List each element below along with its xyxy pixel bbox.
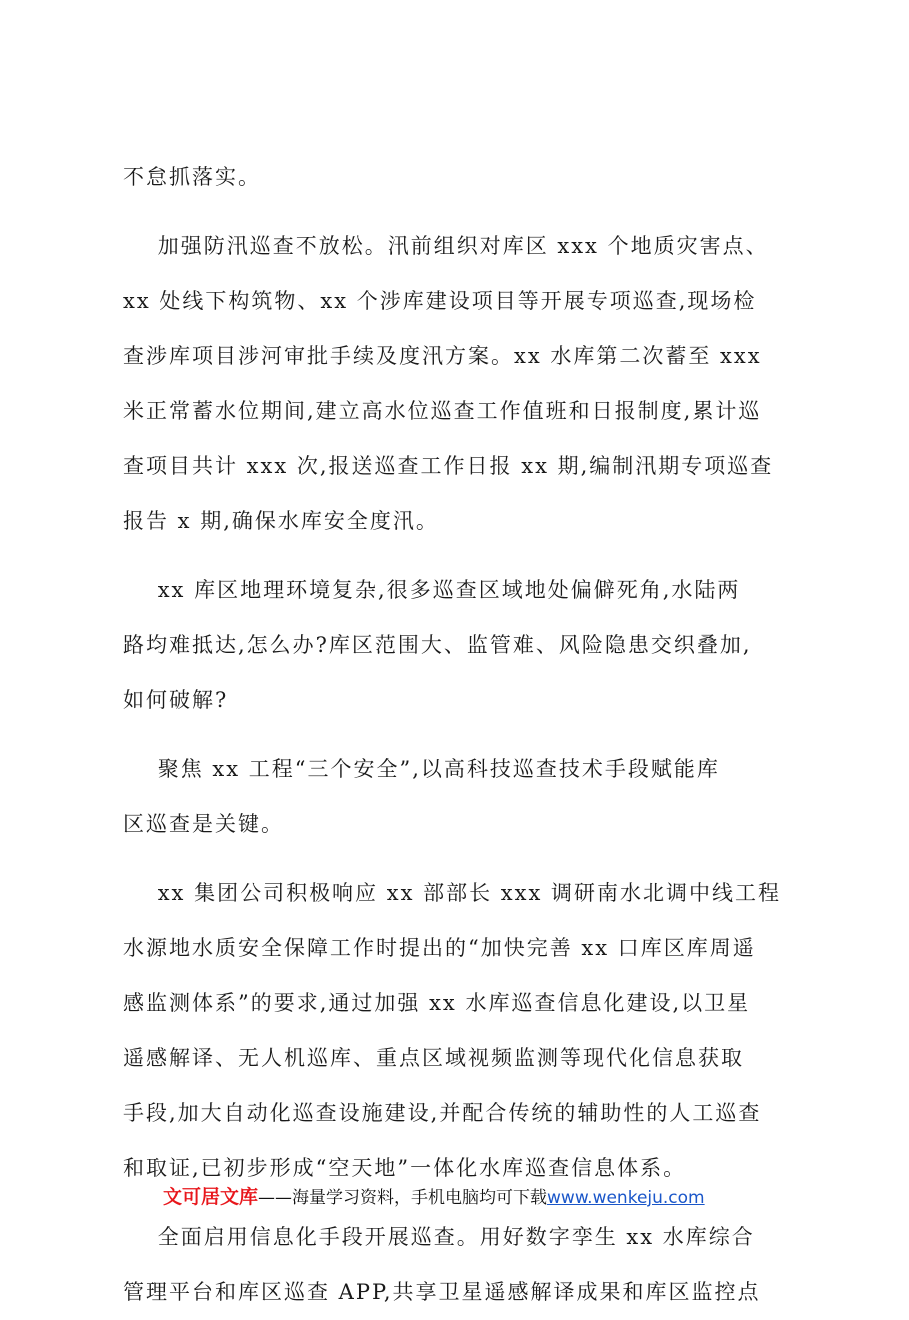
text-line: 不怠抓落实。 (123, 165, 261, 189)
text-line: xx 处线下构筑物、xx 个涉库建设项目等开展专项巡查,现场检 (123, 289, 757, 313)
footer-tagline: ——海量学习资料，手机电脑均可下载 (258, 1188, 548, 1208)
text-line: 和取证,已初步形成“空天地”一体化水库巡查信息体系。 (123, 1156, 687, 1180)
footer-banner (163, 1182, 705, 1209)
text-line: 路均难抵达,怎么办?库区范围大、监管难、风险隐患交织叠加, (123, 633, 752, 657)
text-line: 加强防汛巡查不放松。汛前组织对库区 xxx 个地质灾害点、 (123, 234, 769, 258)
text-line: 水源地水质安全保障工作时提出的“加快完善 xx 口库区库周遥 (123, 936, 756, 960)
text-line: 手段,加大自动化巡查设施建设,并配合传统的辅助性的人工巡查 (123, 1101, 762, 1125)
text-line: 查涉库项目涉河审批手续及度汛方案。xx 水库第二次蓄至 xxx (123, 344, 762, 368)
text-line: 全面启用信息化手段开展巡查。用好数字孪生 xx 水库综合 (123, 1225, 755, 1249)
text-line: 管理平台和库区巡查 APP,共享卫星遥感解译成果和库区监控点 (123, 1280, 761, 1304)
text-line: 聚焦 xx 工程“三个安全”,以高科技巡查技术手段赋能库 (123, 757, 720, 781)
text-line: 米正常蓄水位期间,建立高水位巡查工作值班和日报制度,累计巡 (123, 399, 762, 423)
text-line: 如何破解? (123, 688, 229, 712)
text-line: 区巡查是关键。 (123, 812, 284, 836)
document-body (123, 150, 803, 1320)
text-line: 报告 x 期,确保水库安全度汛。 (123, 509, 439, 533)
text-line: 查项目共计 xxx 次,报送巡查工作日报 xx 期,编制汛期专项巡查 (123, 454, 774, 478)
text-line: 遥感解译、无人机巡库、重点区域视频监测等现代化信息获取 (123, 1046, 744, 1070)
text-line: xx 库区地理环境复杂,很多巡查区域地处偏僻死角,水陆两 (123, 578, 741, 602)
footer-brand: 文可居文库 (163, 1186, 259, 1208)
footer-link[interactable]: www.wenkeju.com (547, 1188, 705, 1208)
text-line: 感监测体系”的要求,通过加强 xx 水库巡查信息化建设,以卫星 (123, 991, 751, 1015)
text-line: xx 集团公司积极响应 xx 部部长 xxx 调研南水北调中线工程 (123, 881, 781, 905)
